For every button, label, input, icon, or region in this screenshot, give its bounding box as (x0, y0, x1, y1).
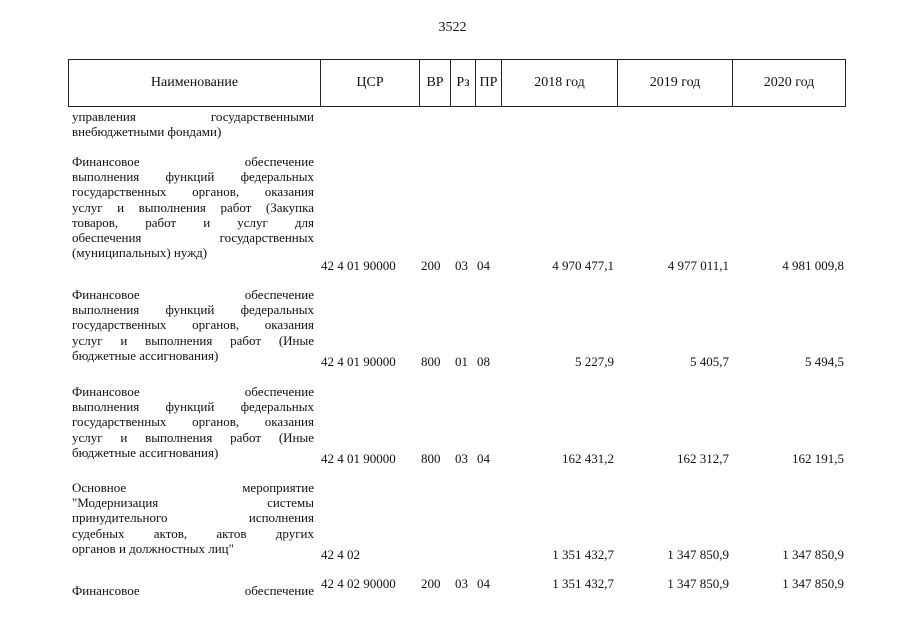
name-line: бюджетные ассигнования) (72, 347, 219, 363)
name-line: Финансовое обеспечение (72, 583, 314, 598)
name-line: Финансовое обеспечение (72, 384, 314, 399)
row-csr: 42 4 01 90000 (321, 451, 396, 466)
row-csr: 42 4 02 90000 (321, 576, 396, 591)
row-2019: 4 977 011,1 (667, 258, 729, 273)
table-header (68, 59, 846, 107)
name-line: государственных органов, оказания (72, 317, 314, 333)
name-line: внебюджетными фондами) (72, 124, 222, 140)
row-vr: 800 (421, 451, 441, 466)
name-line: (муниципальных) нужд) (72, 245, 208, 261)
name-line: государственных органов, оказания (72, 184, 314, 200)
row-2018: 5 227,9 (575, 354, 614, 369)
row-vr: 200 (421, 576, 441, 591)
row-2019: 5 405,7 (690, 354, 729, 369)
name-line: государственных органов, оказания (72, 414, 314, 430)
name-line: обеспечения государственных (72, 230, 314, 246)
header-name: Наименование (150, 75, 239, 90)
name-line: услуг и выполнения работ (Иные (72, 429, 314, 445)
name-line: выполнения функций федеральных (72, 169, 314, 185)
row-pr: 04 (477, 576, 490, 591)
row-name (72, 583, 314, 598)
name-line: управления государственными (72, 109, 314, 124)
row-vr: 800 (421, 354, 441, 369)
row-csr: 42 4 01 90000 (321, 354, 396, 369)
row-rz: 01 (455, 354, 468, 369)
row-pr: 04 (477, 451, 490, 466)
row-csr: 42 4 01 90000 (321, 258, 396, 273)
page-number: 3522 (438, 20, 467, 35)
row-pr: 04 (477, 258, 490, 273)
row-name (72, 287, 314, 363)
row-name (72, 384, 314, 460)
row-2019: 162 312,7 (677, 451, 729, 466)
name-line: судебных актов, актов других (72, 525, 314, 541)
name-line: Финансовое обеспечение (72, 154, 314, 169)
row-2018: 4 970 477,1 (552, 258, 614, 273)
row-2020: 162 191,5 (792, 451, 844, 466)
row-vr: 200 (421, 258, 441, 273)
row-2018: 1 351 432,7 (552, 576, 614, 591)
name-line: выполнения функций федеральных (72, 399, 314, 415)
header-2018: 2018 год (534, 75, 585, 90)
row-2019: 1 347 850,9 (667, 547, 729, 562)
name-line: услуг и выполнения работ (Иные (72, 332, 314, 348)
name-line: Финансовое обеспечение (72, 287, 314, 302)
name-line: товаров, работ и услуг для (72, 214, 314, 230)
name-line: бюджетные ассигнования) (72, 444, 219, 460)
name-line: органов и должностных лиц" (72, 540, 234, 556)
name-line: выполнения функций федеральных (72, 302, 314, 318)
row-2018: 162 431,2 (562, 451, 614, 466)
header-csr: ЦСР (356, 75, 384, 90)
row-2020: 5 494,5 (805, 354, 844, 369)
row-2018: 1 351 432,7 (552, 547, 614, 562)
header-2019: 2019 год (649, 75, 701, 90)
name-line: принудительного исполнения (72, 510, 314, 526)
header-2020: 2020 год (763, 75, 815, 90)
row-2020: 1 347 850,9 (782, 576, 844, 591)
row-2020: 4 981 009,8 (782, 258, 844, 273)
name-line: услуг и выполнения работ (Закупка (72, 199, 314, 215)
name-line: Основное мероприятие (72, 480, 314, 495)
row-pr: 08 (477, 354, 490, 369)
name-line: "Модернизация системы (72, 495, 314, 511)
row-name (72, 480, 314, 556)
row-2019: 1 347 850,9 (667, 576, 729, 591)
row-name (72, 154, 314, 260)
row-rz: 03 (455, 451, 468, 466)
row-2020: 1 347 850,9 (782, 547, 844, 562)
row-rz: 03 (455, 258, 468, 273)
row-name (72, 109, 314, 139)
header-rz: Рз (456, 75, 470, 90)
row-csr: 42 4 02 (321, 547, 360, 562)
header-vr: ВР (426, 75, 444, 90)
row-rz: 03 (455, 576, 468, 591)
header-pr: ПР (479, 75, 498, 90)
